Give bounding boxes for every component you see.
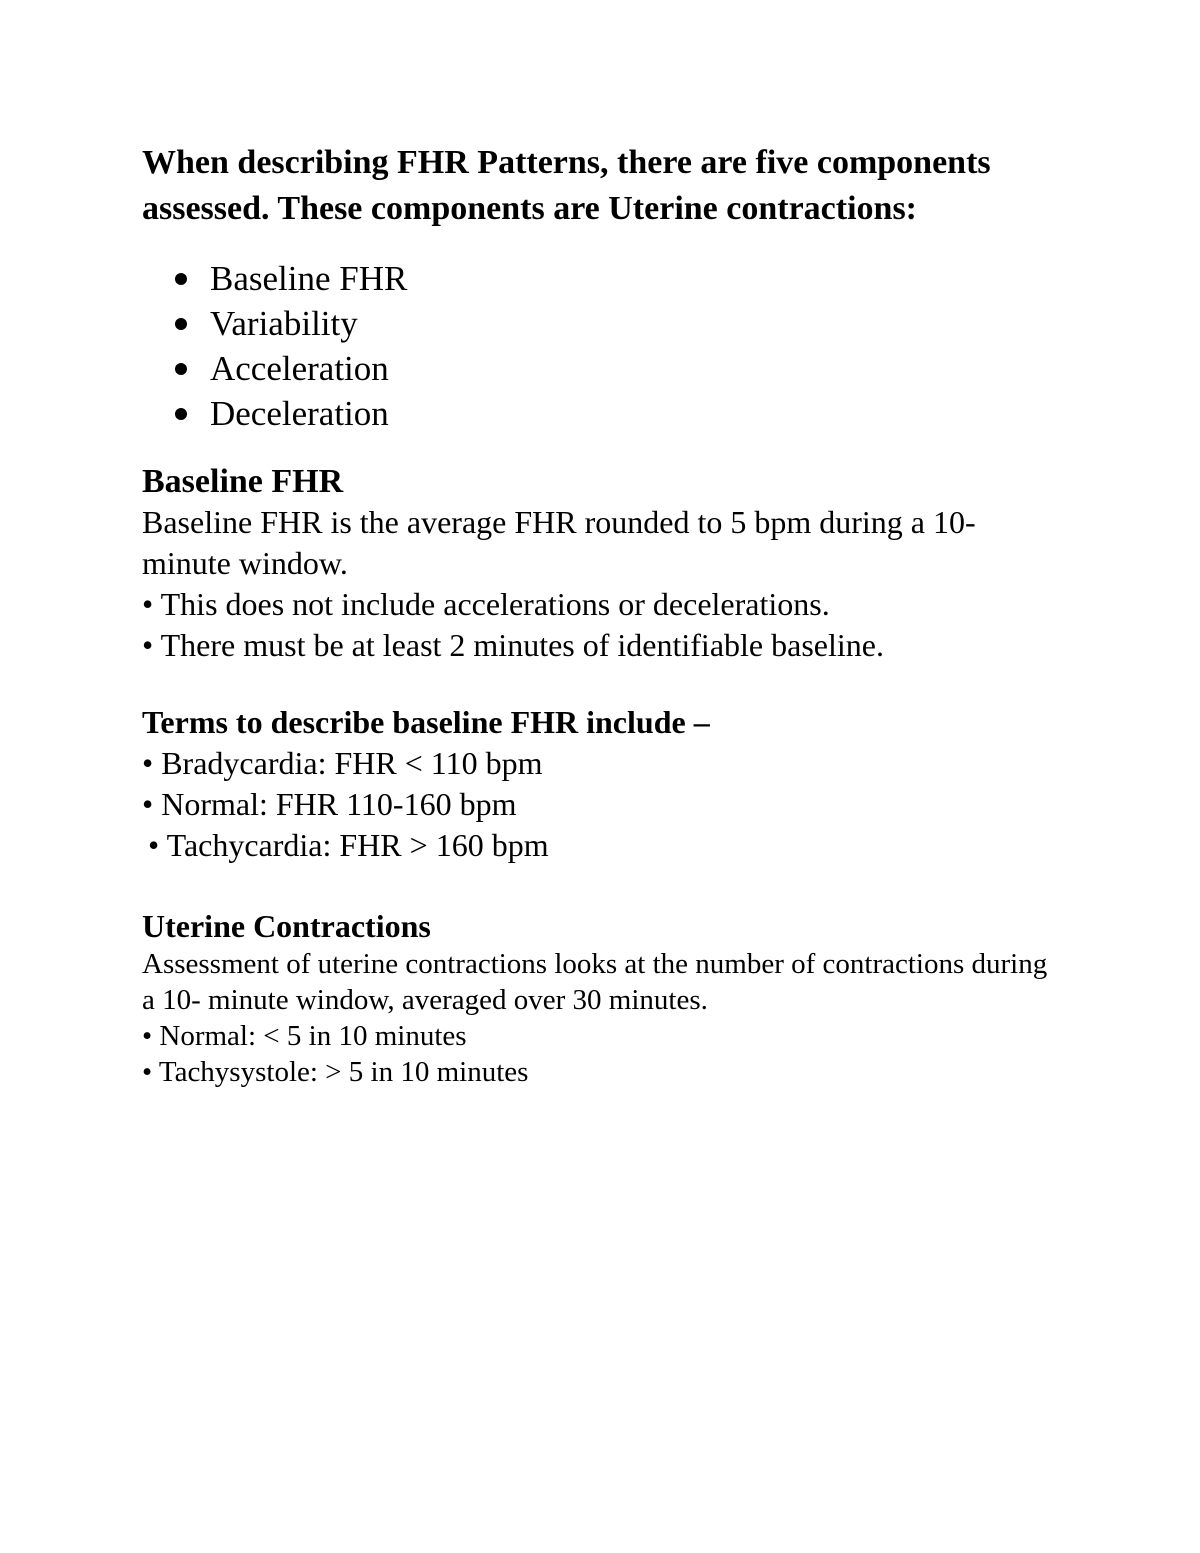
- baseline-point: • There must be at least 2 minutes of identifiable baseline.: [142, 627, 884, 663]
- spacer: [142, 866, 1062, 906]
- list-item: Deceleration: [142, 391, 1062, 436]
- baseline-paragraph: Baseline FHR is the average FHR rounded to 5 bpm during a 10-minute window.: [142, 504, 976, 581]
- term-item: • Tachycardia: FHR > 160 bpm: [148, 827, 549, 863]
- terms-heading: Terms to describe baseline FHR include –: [142, 704, 710, 740]
- list-item: Variability: [142, 301, 1062, 346]
- list-item: Acceleration: [142, 346, 1062, 391]
- uterine-item: • Normal: < 5 in 10 minutes: [142, 1020, 467, 1052]
- spacer: [142, 666, 1062, 702]
- uterine-item: • Tachysystole: > 5 in 10 minutes: [142, 1056, 529, 1088]
- uterine-paragraph: Assessment of uterine contractions looks at the number of contractions during a 10- minute window, averaged over 30 minutes.: [142, 948, 1048, 1016]
- list-item: Baseline FHR: [142, 256, 1062, 301]
- term-item: • Normal: FHR 110-160 bpm: [142, 786, 517, 822]
- uterine-heading: Uterine Contractions: [142, 908, 431, 944]
- document-page: [142, 140, 1062, 1090]
- components-list: [142, 256, 1062, 436]
- baseline-heading: Baseline FHR: [142, 463, 344, 500]
- spacer: [142, 436, 1062, 462]
- intro-statement: When describing FHR Patterns, there are five components assessed. These components are Uterine contractions:: [142, 144, 991, 227]
- baseline-point: • This does not include accelerations or decelerations.: [142, 586, 830, 622]
- term-item: • Bradycardia: FHR < 110 bpm: [142, 745, 543, 781]
